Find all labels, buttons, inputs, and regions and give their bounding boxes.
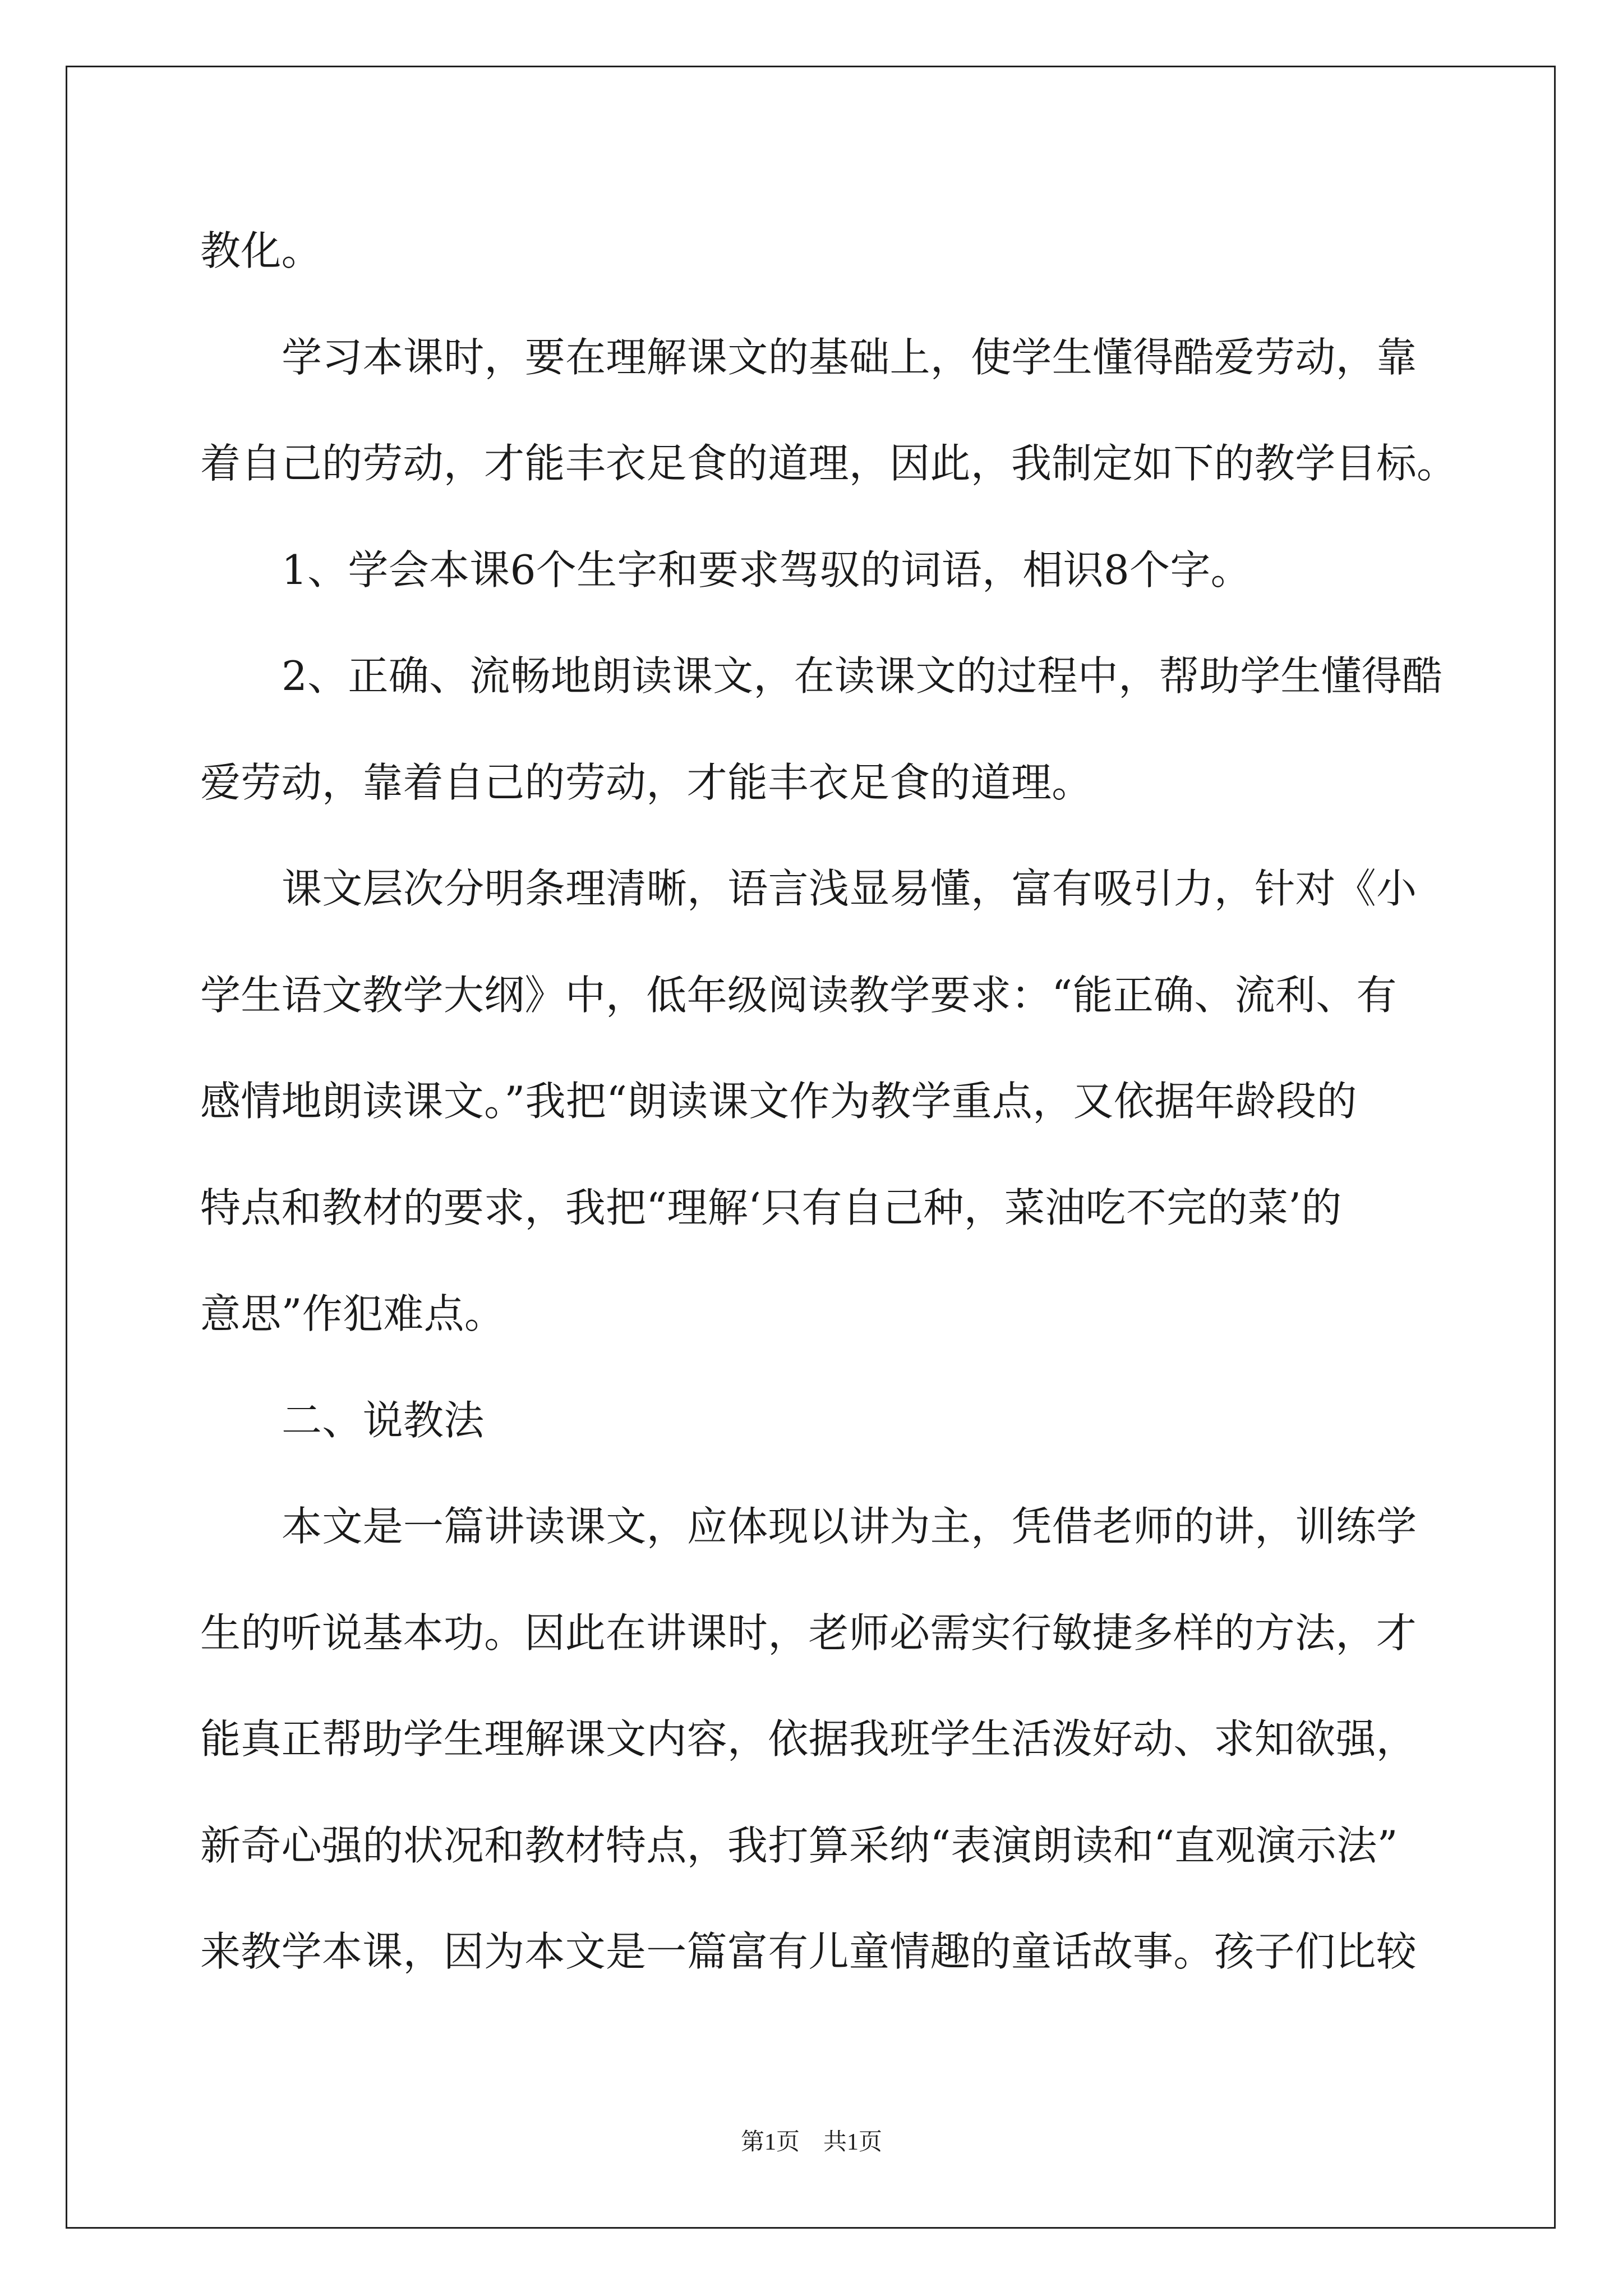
paragraph — [200, 836, 1456, 1368]
text-line: 生的听说基本功。因此在讲课时，老师必需实行敏捷多样的方法，才 — [200, 1609, 1417, 1657]
body-text — [200, 198, 1456, 2005]
text-line: 感情地朗读课文。”我把“朗读课文作为教学重点，又依据年龄段的 — [200, 1078, 1357, 1125]
text-line: 本文是一篇讲读课文，应体现以讲为主，凭借老师的讲，训练学 — [282, 1503, 1417, 1550]
text-line: 特点和教材的要求，我把“理解‘只有自己种，菜油吃不完的菜’的 — [200, 1184, 1342, 1231]
text-line: 二、说教法 — [282, 1396, 485, 1444]
text-line: 着自己的劳动，才能丰衣足食的道理，因此，我制定如下的教学目标。 — [200, 440, 1458, 487]
text-line: 学习本课时，要在理解课文的基础上，使学生懂得酷爱劳动，靠 — [282, 333, 1417, 381]
text-line: 1、学会本课6个生字和要求驾驭的词语，相识8个字。 — [282, 546, 1251, 593]
text-line: 爱劳动，靠着自己的劳动，才能丰衣足食的道理。 — [200, 758, 1092, 806]
text-line: 2、正确、流畅地朗读课文，在读课文的过程中，帮助学生懂得酷 — [282, 652, 1443, 700]
paragraph — [200, 1474, 1456, 2005]
text-line: 课文层次分明条理清晰，语言浅显易懂，富有吸引力，针对《小 — [282, 865, 1417, 912]
paragraph — [200, 198, 1456, 305]
text-line: 新奇心强的状况和教材特点，我打算采纳“表演朗读和“直观演示法” — [200, 1821, 1398, 1869]
page-footer: 第1页 共1页 — [740, 2129, 882, 2155]
text-line: 能真正帮助学生理解课文内容，依据我班学生活泼好动、求知欲强， — [200, 1715, 1417, 1763]
section-heading — [200, 1368, 1456, 1474]
paragraph — [200, 305, 1456, 517]
text-line: 意思”作犯难点。 — [200, 1290, 505, 1337]
text-line: 来教学本课，因为本文是一篇富有儿童情趣的童话故事。孩子们比较 — [200, 1928, 1417, 1975]
paragraph — [200, 517, 1456, 624]
text-line: 教化。 — [200, 227, 322, 274]
paragraph — [200, 623, 1456, 836]
text-line: 学生语文教学大纲》中，低年级阅读教学要求：“能正确、流利、有 — [200, 971, 1397, 1019]
